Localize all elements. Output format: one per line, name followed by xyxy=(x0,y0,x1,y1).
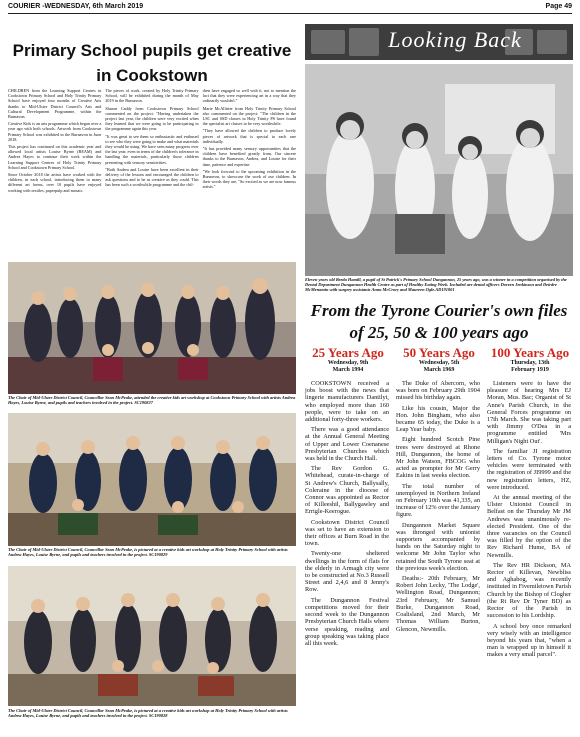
article-col-2 xyxy=(105,88,198,195)
year-heading-100 xyxy=(487,346,573,374)
article-para: "We look forward to the upcoming exhibition in the Burnavon, to showcase the work of our children. In their words they are, "So excited as we are now famous artists." xyxy=(202,168,296,190)
year-heading-50 xyxy=(396,346,482,374)
article-para: The pieces of work, created by Holy Trinity Primary School, will be exhibited during the month of May 2019 in the Burnavon. xyxy=(105,88,199,104)
header-left: COURIER -WEDNESDAY, 6th March 2019 xyxy=(8,3,144,10)
caption-photo-2: The Chair of Mid-Ulster District Council, Councillor Sean McPeake, is pictured at a creative kids art workshop at Holy Trinity Primary School with artists Andrea Hayes, Louise Byrne, and pupils and teachers involved in the project. SC190829 xyxy=(8,547,288,558)
left-article xyxy=(8,88,296,195)
year-day: Wednesday, 9th xyxy=(327,360,369,366)
news-item: The Rev HR Dickson, MA Rector of Killevan, Newbliss and Aghabog, was recently instituted in Fivemiletown Parish Church by the Bishop of Clogher (the Rt Rev Dr Tyner BD) as Rector of the Parish in succession to his Lordship. xyxy=(487,561,571,620)
news-item: Twenty-one sheltered dwellings in the form of flats for the elderly in Armagh city were to be constructed at No.3 Russell Street and 2,4,6 and 8 Jenny's Row. xyxy=(305,550,389,594)
looking-back-title: Looking Back xyxy=(388,27,522,52)
column-50-years xyxy=(396,380,480,636)
news-item: Deaths:- 20th February, Mr Robert John Lecky, 'The Lodge', Wellington Road, Dungannon; 23rd February, Mr Samuel Burke, Dungannon Road, Coalisland, 2nd March, Mr Thomas William Burton, Glencon, Newmills. xyxy=(396,575,480,633)
caption-photo-1: The Chair of Mid-Ulster District Council, Councillor Sean McPeake, attended the creative kids art workshop at Cookstown Primary School with artists Andrea Hayes, Louise Byrne, and pupils and teachers involved in the project. SC190827 xyxy=(8,395,296,406)
year-label: 25 Years Ago xyxy=(312,345,384,360)
year-label: 50 Years Ago xyxy=(403,345,475,360)
article-para: Sharon Caddy from Cookstown Primary School commented on the project: "Having undertaken the project last year, the children were very excited when they learned that we were going to be participating in the programme again this year. xyxy=(105,105,199,132)
article-col-1 xyxy=(8,88,101,195)
year-day: Thursday, 13th xyxy=(510,360,550,366)
news-item: The Rev Gordon G. Whitehead, curate-in-charge of St Andrew's Church, Ballysally, Coleraine in the diocese of Connor was appointed as Rector of Killeeshil, Ballygawley and Errigle-Keerogue. xyxy=(305,465,389,516)
page-number: Page 49 xyxy=(545,3,572,10)
news-item: Cookstown District Council was set to have an extension to their offices at Burn Road in the town. xyxy=(305,518,389,548)
photo-holy-trinity-1 xyxy=(8,413,296,546)
news-item: There was a good attendance at the Annual General Meeting of Upper and Lower Coenanese Presbyterian Churches which was held in the Church Hall. xyxy=(305,426,389,463)
year-date: February 1919 xyxy=(511,367,549,373)
year-date: March 1994 xyxy=(332,367,364,373)
news-item: A school boy once remarked very wisely with an intelligence beyond his years that, "when a man is wrapped up in himself it makes a very small parcel". xyxy=(487,622,571,659)
news-item: The Dungannon Festival competitions moved for their second week to the Dungannon Presbyterian Church Halls where verse speaking, reading and group speaking was taking place all this week. xyxy=(305,596,389,647)
news-item: COOKSTOWN received a jobs boost with the news that lingerie manufacturers Dantilyt, who employed more than 160 people, were to take on an additional forty-three workers. xyxy=(305,380,389,424)
article-para: "They have allowed the children to produce lovely pieces of artwork that is special to each one individually. xyxy=(202,128,296,144)
article-para: "It has provided many sensory opportunities that the children have benefited greatly from. Our sincere thanks to the Burnavon, Andrea, and Louise for their time, patience and expertise. xyxy=(202,146,296,167)
news-item: The familiar JI registration letters of Co. Tyrone motor vehicles were terminated with the registration of JI9999 and the new registration letters, HZ, were introduced. xyxy=(487,447,571,491)
article-para: Since October 2018 the artists have worked with the children, in each school, introducing them to many different art forms, over 10 pupils have enjoyed working with textiles, paperpulp and mosaic. xyxy=(8,172,102,193)
caption-dental: Eleven years old Breda Hamill, a pupil of St Patrick's Primary School Dungannon, 25 years ago, was a winner in a competition organised by the Dental Department Dungannon Health Centre as part of Healthy Eating Week. Included are dental officers Doreen Jenkinson and Deirdre McMenamin with surgery assistants Anna McCrory and Maureen Ogle.AD191001 xyxy=(305,277,567,293)
page-header xyxy=(8,3,572,13)
article-col-3 xyxy=(203,88,296,195)
news-item: Dungannon Market Square was thronged with unionist supporters accompanied by bands on the Saturday night to welcome Mr John Taylor who retained the South Tyrone seat at the previous week's election. xyxy=(396,521,480,572)
news-item: Eight hundred Scotch Pine trees were destroyed at Rhone Hill, Dungannon, the home of Mr John Watson, FBCOG who acted as prompter for Mr Gerry Eakins in last weeks election. xyxy=(396,436,480,480)
news-item: The total number of unemployed in Northern Ireland on February 10th was 41,335, an increase of 12% over the January figure. xyxy=(396,482,480,519)
news-item: The Duke of Abercorn, who was born on February 29th 1904 missed his birthday again. xyxy=(396,380,480,402)
year-date: March 1969 xyxy=(423,367,455,373)
article-para: "Both Andrea and Louise have been excellent in their delivery of the lessons and encouraged the children to ask questions and to be as creative as they could. This has been such a worthwhile programme and the chil- xyxy=(105,166,199,188)
header-rule xyxy=(8,13,572,14)
article-para: Creative Kids is an arts programme which began over a year ago with both schools. Artwork from Cookstown Primary School was exhibited in the Burnavon in June 2018. xyxy=(8,121,102,142)
headline: Primary School pupils get creative in Cookstown xyxy=(12,41,292,85)
column-25-years xyxy=(305,380,389,650)
article-para: "It was great to see them so enthusiastic and enthused to see who they were going to make and what materials they would be using. We have seen many progress over the last year, even in terms of the children's tolerance in handling the materials, particularly those children presenting with sensory sensitivities. xyxy=(105,133,199,165)
article-para: This project has continued on this academic year and allowed local artists Louise Byrne (BEAM) and Andrea Hayes to continue their work within the Learning Support Centres of Holy Trinity Primary School and Cookstown Primary School. xyxy=(8,144,102,170)
news-item: Like his cousin, Major the Hon. John Bingham, who also became 65 today, the Duke is a Leap Year baby. xyxy=(396,404,480,434)
article-para: Marie McAllister from Holy Trinity Primary School also commented on the project: "The children in the LSC and SSD classes in Holy Trinity PS have found the specialist art classes to be very worthwhile. xyxy=(202,105,296,127)
news-item: Listeners were to have the pleasure of hearing Mrs EJ Moran, Mus. Bac; Organist of St Anne's Parish Church, in the General Forces programme on 17th March. She was taking part with Jimmy O'Dea in a programme entitled 'Mrs Milligan's Night Out'. xyxy=(487,380,571,445)
photo-cookstown-group xyxy=(8,262,296,394)
year-label: 100 Years Ago xyxy=(490,345,570,360)
news-item: At the annual meeting of the Ulster Unionist Council in Belfast on the Thursday Mr JM Andrews was unanimously re-elected President. One of the three vacancies on the Council was filled by the option of the Rev Richard Hume, BA of Newmills. xyxy=(487,494,571,559)
photo-holy-trinity-2 xyxy=(8,566,296,706)
year-heading-25 xyxy=(305,346,391,374)
photo-dental-competition xyxy=(305,64,573,276)
caption-photo-3: The Chair of Mid-Ulster District Council, Councillor Sean McPeake, is pictured at a creative kids art workshop at Holy Trinity Primary School with artists Andrea Hayes, Louise Byrne, and pupils and teachers involved in the project. SC190828 xyxy=(8,708,288,719)
year-day: Wednesday, 5th xyxy=(418,360,460,366)
tyrone-courier-heading: From the Tyrone Courier's own files of 25, 50 & 100 years ago xyxy=(310,301,568,342)
article-para: CHILDREN from the Learning Support Centres in Cookstown Primary School and Holy Trinity Primary School have enjoyed four months of Creative Arts thanks to Mid-Ulster District Council's Arts and Cultural Development Programme, within the Burnavon. xyxy=(8,88,102,120)
column-100-years xyxy=(487,380,571,662)
article-para: dren have engaged so well with it, not to mention the fact that they were experiencing art in a way that they ordinarily wouldn't." xyxy=(202,88,296,104)
